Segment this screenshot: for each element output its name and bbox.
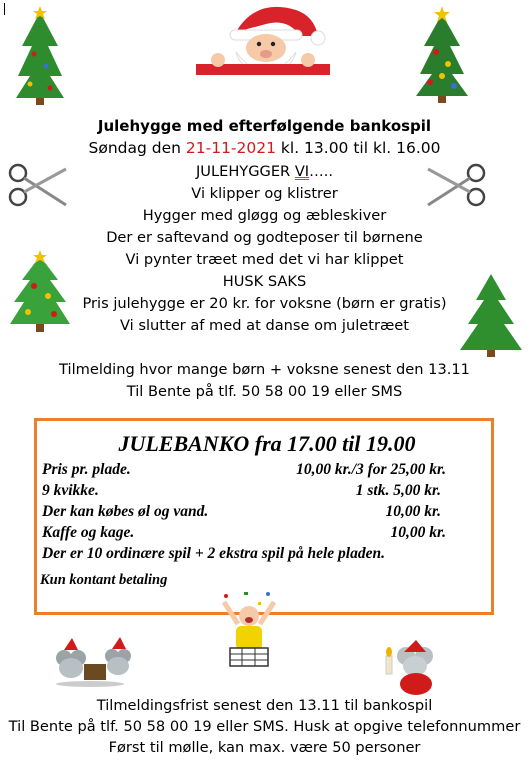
event-date: 21-11-2021 xyxy=(185,139,276,157)
christmas-tree-icon xyxy=(14,6,66,106)
activities-heading xyxy=(0,163,529,181)
activities-heading-vi: VI xyxy=(294,163,310,180)
banko-title: JULEBANKO fra 17.00 til 19.00 xyxy=(118,431,416,456)
activity-line: Pris julehygge er 20 kr. for voksne (børn er gratis) xyxy=(82,295,447,312)
event-date-line xyxy=(0,139,529,157)
banko-row-label: 9 kvikke. xyxy=(42,482,99,499)
footer-deadline: Tilmeldingsfrist senest den 13.11 til bankospil xyxy=(96,697,433,714)
activity-line: Der er saftevand og godteposer til børnene xyxy=(106,229,423,246)
footer-contact: Til Bente på tlf. 50 58 00 19 eller SMS. Husk at opgive telefonnummer xyxy=(8,718,521,735)
banko-row-label: Der kan købes øl og vand. xyxy=(42,503,209,520)
celebrating-person-icon xyxy=(218,590,280,670)
banko-box xyxy=(34,418,494,615)
date-prefix: Søndag den xyxy=(88,139,186,157)
activities-heading-text: JULEHYGGER xyxy=(195,163,295,180)
banko-games-line: Der er 10 ordinære spil + 2 ekstra spil på hele pladen. xyxy=(42,545,385,562)
banko-row-label: Kaffe og kage. xyxy=(42,524,135,541)
signup-line: Tilmelding hvor mange børn + voksne senest den 13.11 xyxy=(59,361,470,378)
cash-only-note: Kun kontant betaling xyxy=(40,572,168,588)
text-cursor xyxy=(4,3,5,15)
activity-line: HUSK SAKS xyxy=(222,273,307,290)
christmas-tree-icon xyxy=(414,6,470,104)
christmas-mouse-icon xyxy=(380,640,442,696)
banko-row-value: 10,00 kr. xyxy=(385,503,441,520)
banko-row-value: 1 stk. 5,00 kr. xyxy=(355,482,441,499)
activity-line: Vi klipper og klistrer xyxy=(191,185,338,202)
activity-line: Hygger med gløgg og æbleskiver xyxy=(142,207,387,224)
footer-capacity: Først til mølle, kan max. være 50 personer xyxy=(108,739,421,756)
activities-heading-ellipsis: ….. xyxy=(309,163,333,180)
date-suffix: kl. 13.00 til kl. 16.00 xyxy=(275,139,441,157)
activity-line: Vi pynter træet med det vi har klippet xyxy=(125,251,404,268)
banko-row-value: 10,00 kr. xyxy=(390,524,446,541)
christmas-mouse-icon xyxy=(50,636,136,688)
activity-line: Vi slutter af med at danse om juletræet xyxy=(120,317,409,334)
banko-row-value: 10,00 kr./3 for 25,00 kr. xyxy=(296,461,446,478)
signup-contact: Til Bente på tlf. 50 58 00 19 eller SMS xyxy=(126,383,403,400)
event-title: Julehygge med efterfølgende bankospil xyxy=(97,117,432,135)
santa-icon xyxy=(196,2,330,76)
banko-row-label: Pris pr. plade. xyxy=(42,461,131,478)
